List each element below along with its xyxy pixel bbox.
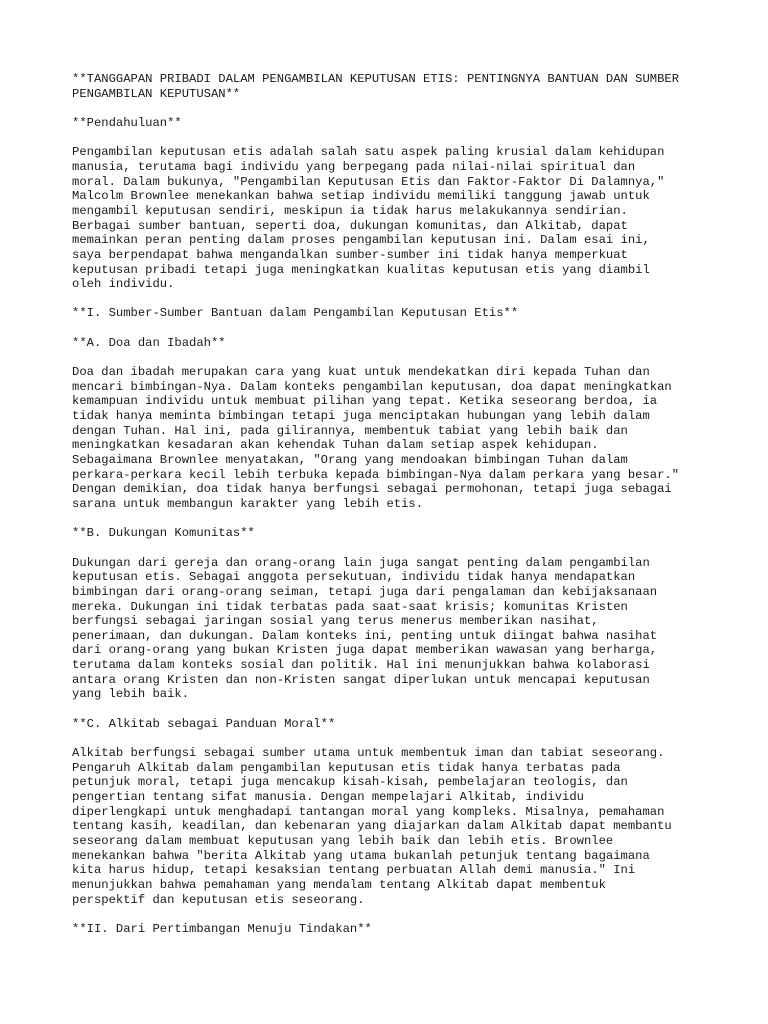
section-b-paragraph: Dukungan dari gereja dan orang-orang lain juga sangat penting dalam pengambilan keputusan etis. Sebagai anggota persekutuan, individu tidak hanya mendapatkan bimbingan dari orang-orang seiman, tetapi juga dari pengalaman dan kebijaksanaan mereka. Dukungan ini tidak terbatas pada saat-saat krisis; komunitas Kristen berfungsi sebagai jaringan sosial yang terus menerus memberikan nasihat, penerimaan, dan dukungan. Dalam konteks ini, penting untuk diingat bahwa nasihat dari orang-orang yang bukan Kristen juga dapat memberikan wawasan yang berharga, terutama dalam konteks sosial dan politik. Hal ini menunjukkan bahwa kolaborasi antara orang Kristen dan non-Kristen sangat diperlukan untuk mencapai keputusan yang lebih baik. [72, 555, 658, 702]
section-a-heading: **A. Doa dan Ibadah** [72, 335, 226, 350]
intro-heading: **Pendahuluan** [72, 115, 182, 130]
intro-paragraph: Pengambilan keputusan etis adalah salah satu aspek paling krusial dalam kehidupan manusia, terutama bagi individu yang berpegang pada nilai-nilai spiritual dan moral. Dalam bukunya, "Pengambilan Keputusan Etis dan Faktor-Faktor Di Dalamnya," Malcolm Brownlee menekankan bahwa setiap individu memiliki tanggung jawab untuk mengambil keputusan sendiri, meskipun ia tidak harus melakukannya sendirian. Berbagai sumber bantuan, seperti doa, dukungan komunitas, dan Alkitab, dapat memainkan peran penting dalam proses pengambilan keputusan ini. Dalam esai ini, saya berpendapat bahwa mengandalkan sumber-sumber ini tidak hanya memperkuat keputusan pribadi tetapi juga meningkatkan kualitas keputusan etis yang diambil oleh individu. [72, 145, 665, 292]
section-1-heading: **I. Sumber-Sumber Bantuan dalam Pengambilan Keputusan Etis** [72, 306, 519, 321]
document-body [72, 72, 712, 951]
section-c-heading: **C. Alkitab sebagai Panduan Moral** [72, 716, 336, 731]
document-title: **TANGGAPAN PRIBADI DALAM PENGAMBILAN KEPUTUSAN ETIS: PENTINGNYA BANTUAN DAN SUMBER PENGAMBILAN KEPUTUSAN** [72, 72, 680, 101]
section-b-heading: **B. Dukungan Komunitas** [72, 526, 255, 541]
section-2-heading: **II. Dari Pertimbangan Menuju Tindakan** [72, 921, 372, 936]
section-c-paragraph: Alkitab berfungsi sebagai sumber utama untuk membentuk iman dan tabiat seseorang. Pengaruh Alkitab dalam pengambilan keputusan etis tidak hanya terbatas pada petunjuk moral, tetapi juga mencakup kisah-kisah, pembelajaran teologis, dan pengertian tentang sifat manusia. Dengan mempelajari Alkitab, individu diperlengkapi untuk menghadapi tantangan moral yang kompleks. Misalnya, pemahaman tentang kasih, keadilan, dan kebenaran yang diajarkan dalam Alkitab dapat membantu seseorang dalam membuat keputusan yang lebih baik dan lebih etis. Brownlee menekankan bahwa "berita Alkitab yang utama bukanlah petunjuk tentang bagaimana kita harus hidup, tetapi kesaksian tentang perbuatan Allah demi manusia." Ini menunjukkan bahwa pemahaman yang mendalam tentang Alkitab dapat membentuk perspektif dan keputusan etis seseorang. [72, 746, 672, 907]
section-a-paragraph: Doa dan ibadah merupakan cara yang kuat untuk mendekatkan diri kepada Tuhan dan mencari bimbingan-Nya. Dalam konteks pengambilan keputusan, doa dapat meningkatkan kemampuan individu untuk membuat pilihan yang tepat. Ketika seseorang berdoa, ia tidak hanya meminta bimbingan tetapi juga menciptakan hubungan yang lebih dalam dengan Tuhan. Hal ini, pada gilirannya, membentuk tabiat yang lebih baik dan meningkatkan kesadaran akan kehendak Tuhan dalam setiap aspek kehidupan. Sebagaimana Brownlee menyatakan, "Orang yang mendoakan bimbingan Tuhan dalam perkara-perkara kecil lebih terbuka kepada bimbingan-Nya dalam perkara yang besar." Dengan demikian, doa tidak hanya berfungsi sebagai permohonan, tetapi juga sebagai sarana untuk membangun karakter yang lebih etis. [72, 365, 680, 511]
